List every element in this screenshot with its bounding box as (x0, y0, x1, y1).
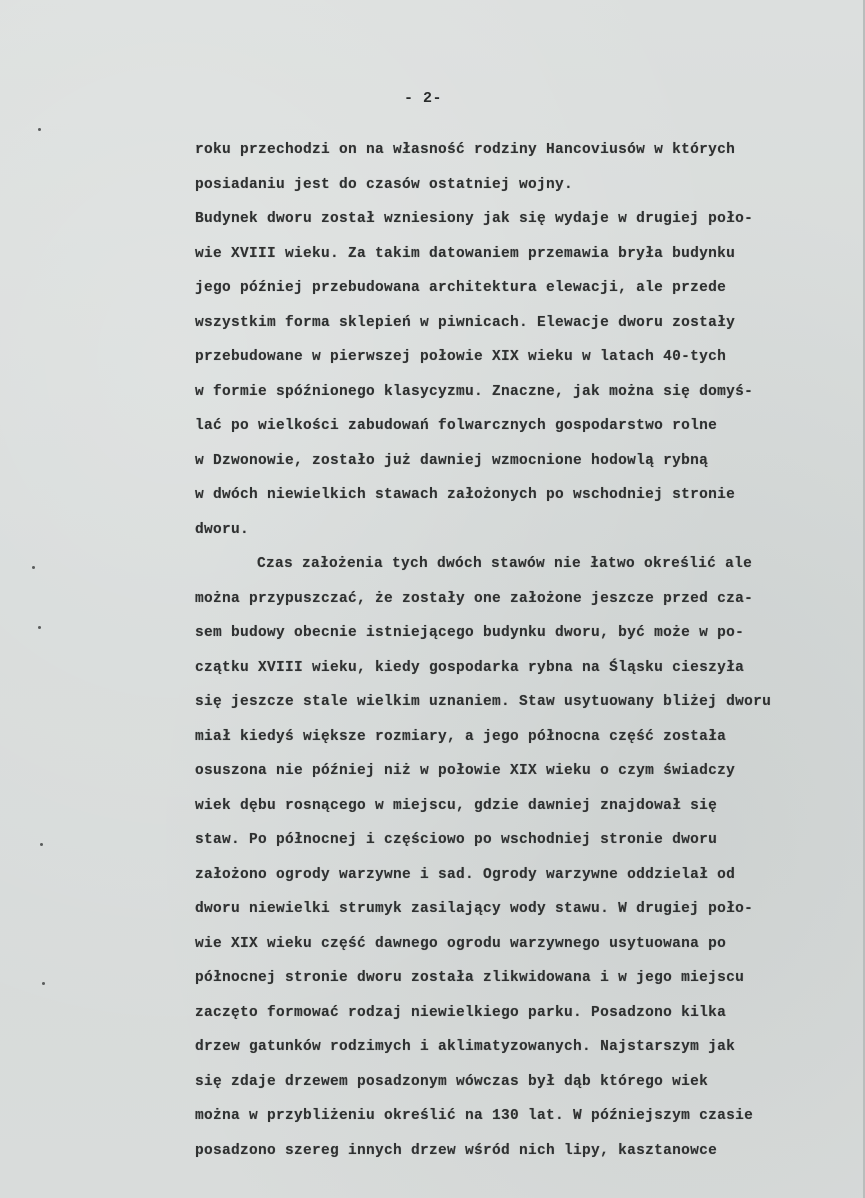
text-line: Czas założenia tych dwóch stawów nie łatwo określić ale (257, 556, 753, 572)
text-line: przebudowane w pierwszej połowie XIX wieku w latach 40-tych (195, 349, 727, 365)
text-line: jego później przebudowana architektura elewacji, ale przede (195, 280, 727, 296)
text-line: sem budowy obecnie istniejącego budynku dworu, być może w po- (195, 625, 745, 641)
text-line: miał kiedyś większe rozmiary, a jego północna część została (195, 728, 727, 745)
text-line: założono ogrody warzywne i sad. Ogrody warzywne oddzielał od (195, 866, 736, 883)
text-line: można w przybliżeniu określić na 130 lat. W późniejszym czasie (195, 1108, 754, 1124)
text-line: roku przechodzi on na własność rodziny Hancoviusów w których (195, 142, 736, 158)
typed-text-body (195, 133, 865, 1168)
page-number: - 2- (404, 90, 443, 107)
margin-mark (38, 626, 41, 629)
text-line: się jeszcze stale wielkim uznaniem. Staw usytuowany bliżej dworu (195, 694, 772, 710)
text-line: zaczęto formować rodzaj niewielkiego parku. Posadzono kilka (195, 1004, 727, 1021)
text-line: posiadaniu jest do czasów ostatniej wojny. (195, 176, 574, 193)
text-line: wie XIX wieku część dawnego ogrodu warzywnego usytuowana po (195, 935, 727, 952)
margin-mark (32, 566, 35, 569)
text-line: północnej stronie dworu została zlikwidowana i w jego miejscu (195, 970, 745, 986)
text-line: osuszona nie później niż w połowie XIX wieku o czym świadczy (195, 763, 736, 779)
margin-mark (40, 843, 43, 846)
text-line: się zdaje drzewem posadzonym wówczas był dąb którego wiek (195, 1073, 709, 1090)
text-line: wiek dębu rosnącego w miejscu, gdzie dawniej znajdował się (195, 797, 718, 814)
text-line: dworu niewielki strumyk zasilający wody stawu. W drugiej poło- (195, 901, 754, 917)
text-line: wszystkim forma sklepień w piwnicach. Elewacje dworu zostały (195, 314, 736, 331)
text-line: posadzono szereg innych drzew wśród nich lipy, kasztanowce (195, 1142, 718, 1159)
text-line: Budynek dworu został wzniesiony jak się wydaje w drugiej poło- (195, 211, 754, 227)
text-line: w dwóch niewielkich stawach założonych po wschodniej stronie (195, 487, 736, 503)
text-line: dworu. (195, 521, 250, 538)
text-line: wie XVIII wieku. Za takim datowaniem przemawia bryła budynku (195, 245, 736, 262)
text-line: można przypuszczać, że zostały one założone jeszcze przed cza- (195, 590, 754, 607)
text-line: czątku XVIII wieku, kiedy gospodarka rybna na Śląsku cieszyła (195, 659, 745, 676)
text-line: drzew gatunków rodzimych i aklimatyzowanych. Najstarszym jak (195, 1039, 736, 1055)
text-line: staw. Po północnej i częściowo po wschodniej stronie dworu (195, 832, 718, 848)
text-line: w formie spóźnionego klasycyzmu. Znaczne, jak można się domyś- (195, 383, 754, 400)
text-line: lać po wielkości zabudowań folwarcznych gospodarstwo rolne (195, 418, 718, 434)
margin-mark (42, 982, 45, 985)
margin-mark (38, 128, 41, 131)
text-line: w Dzwonowie, zostało już dawniej wzmocnione hodowlą rybną (195, 452, 709, 469)
